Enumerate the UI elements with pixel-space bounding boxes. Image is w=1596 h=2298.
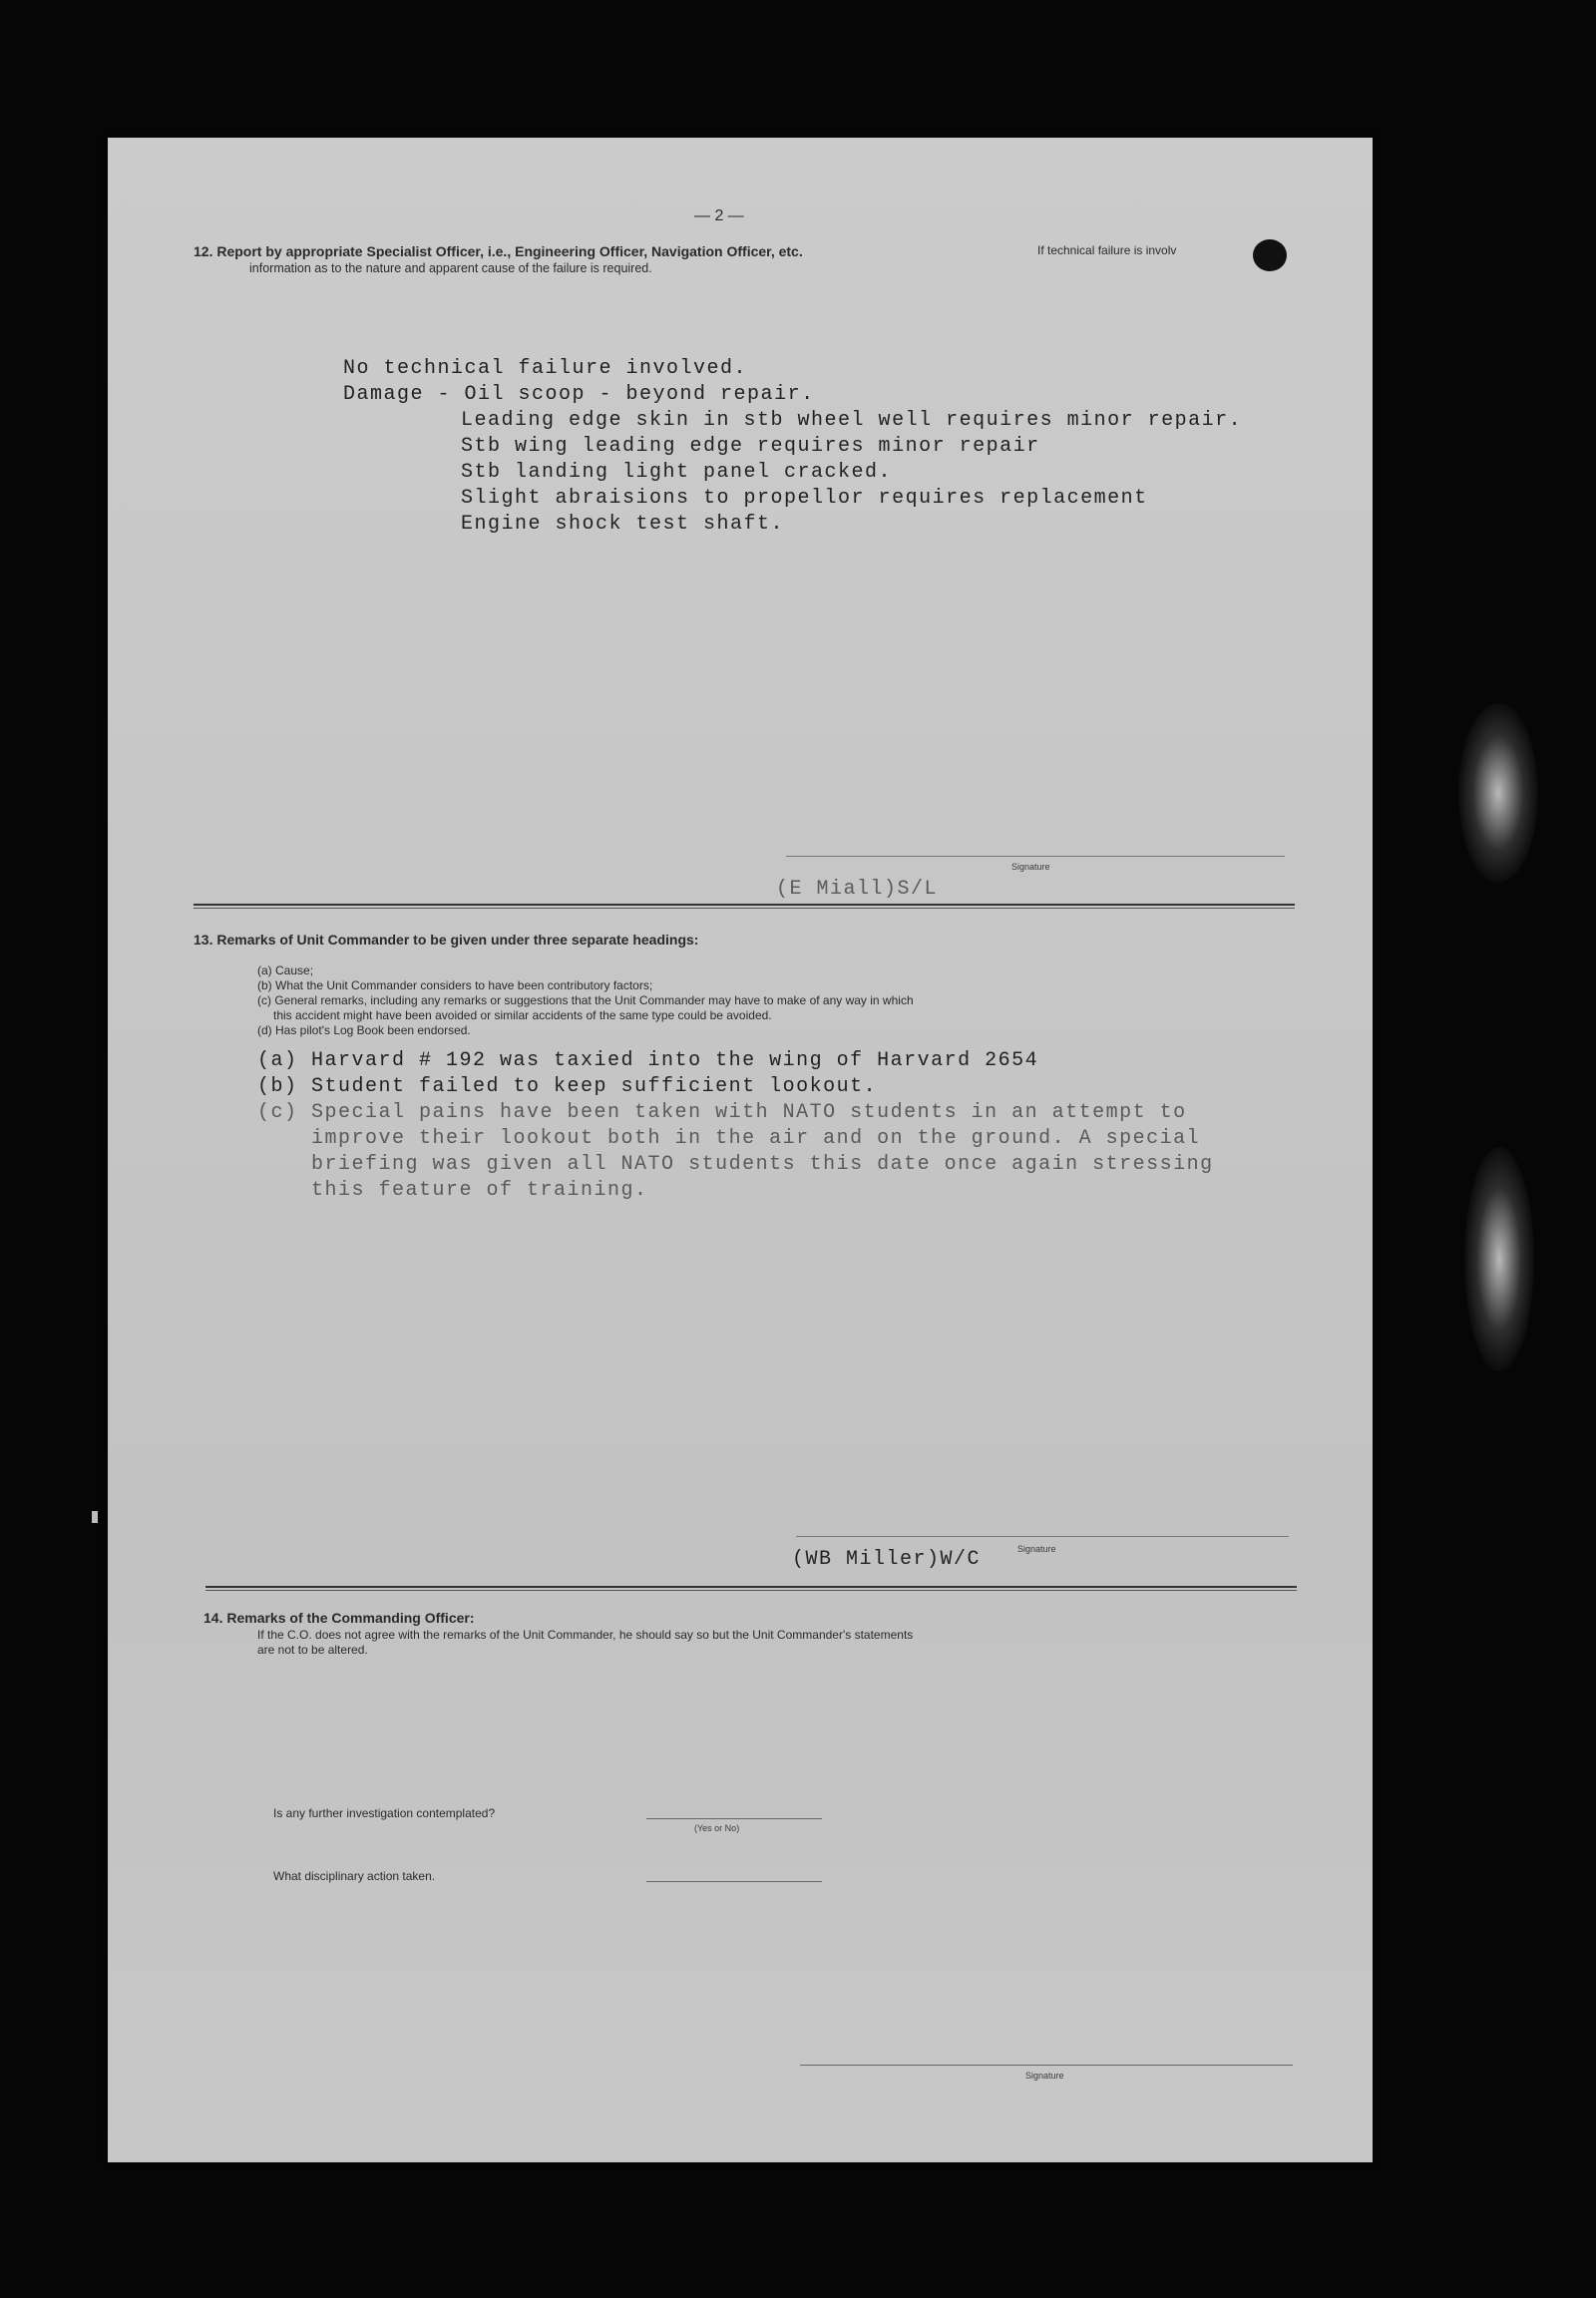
report-line: Slight abraisions to propellor requires replacement (461, 487, 1148, 510)
signature-line-13 (796, 1536, 1289, 1537)
signature-label-13: Signature (1017, 1544, 1056, 1554)
remark-line: improve their lookout both in the air and on the ground. A special (257, 1127, 1201, 1150)
report-line: Stb wing leading edge requires minor repair (461, 435, 1040, 458)
signatory-12: (E Miall)S/L (776, 878, 939, 901)
remark-line: this feature of training. (257, 1179, 648, 1202)
film-glare-bottom (1464, 1147, 1534, 1371)
remark-line: (a) Harvard # 192 was taxied into the wing of Harvard 2654 (257, 1049, 1039, 1072)
signature-line-12 (786, 856, 1285, 857)
answer-line-investigation[interactable] (646, 1818, 822, 1819)
report-line: Damage - Oil scoop - beyond repair. (343, 383, 815, 406)
instruction-item: (a) Cause; (257, 963, 314, 977)
signature-label-14: Signature (1025, 2071, 1064, 2081)
section-12-heading-tail: If technical failure is involv (1037, 243, 1177, 257)
section-13-heading: 13. Remarks of Unit Commander to be given under three separate headings: (194, 932, 699, 948)
section-12-heading: 12. Report by appropriate Specialist Officer, i.e., Engineering Officer, Navigation Officer, etc. (194, 243, 803, 259)
remark-line: (b) Student failed to keep sufficient lookout. (257, 1075, 878, 1098)
section-14-instruction: If the C.O. does not agree with the remarks of the Unit Commander, he should say so but the Unit Commander's statements (257, 1628, 914, 1642)
report-line: Stb landing light panel cracked. (461, 461, 893, 484)
divider (205, 1586, 1297, 1588)
divider (205, 1590, 1297, 1591)
signatory-13: (WB Miller)W/C (792, 1548, 982, 1571)
remark-line: (c) Special pains have been taken with NATO students in an attempt to (257, 1101, 1187, 1124)
section-14-instruction: are not to be altered. (257, 1643, 368, 1657)
section-12-subheading: information as to the nature and apparent cause of the failure is required. (249, 261, 652, 275)
report-line: Leading edge skin in stb wheel well requires minor repair. (461, 409, 1243, 432)
film-glare-top (1458, 703, 1538, 883)
question-disciplinary: What disciplinary action taken. (273, 1869, 436, 1883)
answer-line-disciplinary[interactable] (646, 1881, 822, 1882)
page-number: — 2 — (694, 207, 744, 224)
section-14-heading: 14. Remarks of the Commanding Officer: (203, 1610, 475, 1626)
instruction-item: this accident might have been avoided or similar accidents of the same type could be avoided. (273, 1008, 772, 1022)
divider (194, 904, 1295, 906)
remark-line: briefing was given all NATO students this date once again stressing (257, 1153, 1214, 1176)
instruction-item: (d) Has pilot's Log Book been endorsed. (257, 1023, 471, 1037)
signature-label-12: Signature (1011, 862, 1050, 872)
report-line: Engine shock test shaft. (461, 513, 785, 536)
ink-blot (1253, 239, 1287, 271)
document-page (108, 138, 1373, 2162)
divider (194, 908, 1295, 909)
instruction-item: (c) General remarks, including any remarks or suggestions that the Unit Commander may have to make of any way in which (257, 993, 914, 1007)
instruction-item: (b) What the Unit Commander considers to have been contributory factors; (257, 978, 653, 992)
report-line: No technical failure involved. (343, 357, 748, 380)
film-speck (92, 1511, 98, 1523)
yes-no-label: (Yes or No) (694, 1823, 740, 1833)
signature-line-14 (800, 2065, 1293, 2066)
question-investigation: Is any further investigation contemplated? (273, 1806, 496, 1820)
